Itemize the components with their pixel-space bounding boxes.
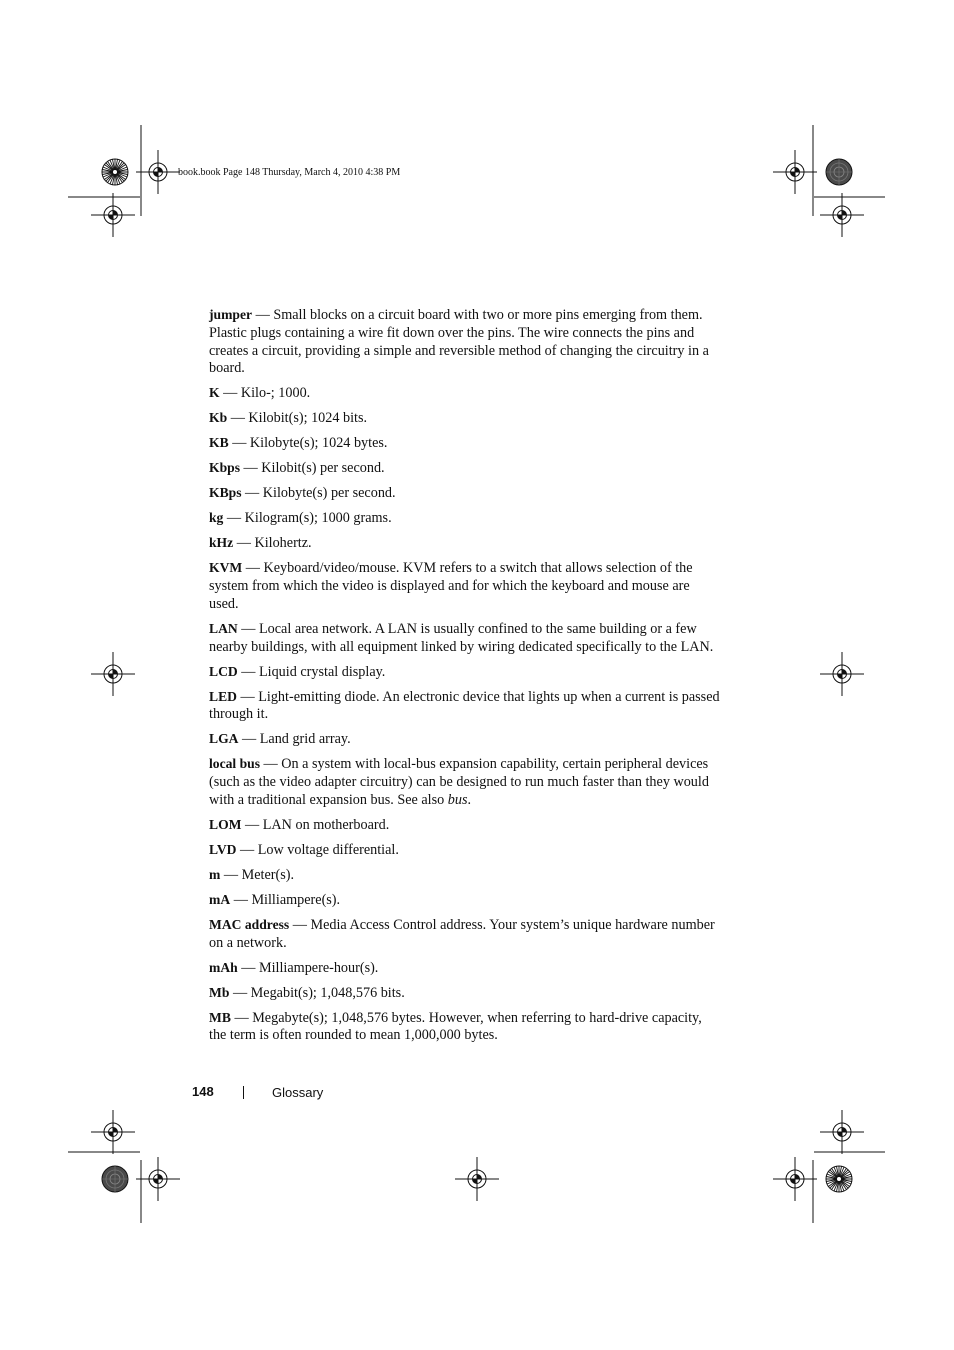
page-footer (0, 1083, 954, 1103)
glossary-definition: Kilo-; 1000. (240, 385, 311, 402)
glossary-term: jumper (209, 307, 253, 322)
em-dash-separator: — (252, 307, 274, 323)
glossary-term: MB (209, 1009, 231, 1025)
em-dash-separator: — (260, 756, 282, 773)
glossary-definition: Liquid crystal display. (258, 663, 386, 680)
glossary-term: KVM (209, 560, 243, 576)
em-dash-separator: — (223, 510, 245, 527)
glossary-term: KB (209, 435, 229, 451)
em-dash-separator: — (220, 866, 242, 883)
glossary-definition: Media Access Control address. Your system’s unique hardware number on a network. (209, 916, 715, 951)
glossary-entry (209, 866, 721, 885)
glossary-entry (209, 620, 721, 657)
glossary-term: mAh (209, 959, 238, 975)
glossary-definition: Light-emitting diode. An electronic device that lights up when a current is passed through it. (209, 688, 720, 723)
section-title: Glossary (272, 1085, 324, 1100)
glossary-term: kg (209, 510, 224, 526)
em-dash-separator: — (237, 959, 259, 976)
glossary-definition: Kilobyte(s) per second. (262, 485, 396, 502)
cross-reference: bus (447, 791, 468, 808)
glossary-entry (209, 730, 721, 749)
glossary-definition: Kilohertz. (254, 535, 312, 552)
glossary-term: K (209, 385, 220, 401)
glossary-entry (209, 306, 721, 378)
glossary-term: LOM (209, 816, 242, 832)
glossary-entry (209, 984, 721, 1003)
glossary-term: mA (209, 891, 231, 907)
glossary-term: Kbps (209, 460, 240, 476)
em-dash-separator: — (229, 984, 251, 1001)
glossary-definition: Keyboard/video/mouse. KVM refers to a switch that allows selection of the system from which the video is displayed and for which the keyboard and mouse are used. (209, 560, 693, 612)
glossary-entry (209, 959, 721, 978)
em-dash-separator: — (236, 688, 259, 705)
glossary-entry (209, 688, 721, 725)
glossary-entry (209, 534, 721, 553)
glossary-entry (209, 509, 721, 528)
page-number: 148 (192, 1084, 214, 1099)
glossary-definition: Land grid array. (259, 731, 351, 748)
footer-divider (243, 1086, 244, 1099)
glossary-definition: LAN on motherboard. (262, 816, 390, 833)
glossary-entry (209, 459, 721, 478)
glossary-definition: Kilobit(s); 1024 bits. (248, 410, 368, 427)
glossary-term: LAN (209, 620, 238, 636)
glossary-definition: Local area network. A LAN is usually confined to the same building or a few nearby buildings, with all equipment linked by wiring dedicated specifically to the LAN. (209, 620, 714, 655)
em-dash-separator: — (241, 485, 263, 502)
glossary-entry (209, 409, 721, 428)
glossary-term: KBps (209, 485, 242, 501)
glossary-definition: Small blocks on a circuit board with two or more pins emerging from them. Plastic plugs containing a wire fit down over the pins. The wire connects the pins and creates a circuit, providing a simple and reversible method of changing the circuitry in a board. (209, 307, 709, 377)
em-dash-separator: — (219, 385, 241, 402)
glossary-entry (209, 434, 721, 453)
glossary-definition: Milliampere(s). (251, 891, 341, 908)
glossary-term: Kb (209, 410, 228, 426)
glossary-entry (209, 891, 721, 910)
glossary-term: LGA (209, 731, 239, 747)
em-dash-separator: — (237, 663, 259, 680)
glossary-definition: On a system with local-bus expansion capability, certain peripheral devices (such as the video adapter circuitry) can be designed to run much faster than they would with a traditional expansion bus. See also (209, 756, 709, 808)
glossary-term: Mb (209, 984, 230, 1000)
glossary-term: LED (209, 688, 237, 704)
glossary-entry (209, 755, 721, 809)
glossary-entry (209, 559, 721, 613)
glossary-definition: Low voltage differential. (257, 841, 399, 858)
em-dash-separator: — (233, 535, 255, 552)
glossary-definition: Kilogram(s); 1000 grams. (244, 510, 392, 527)
glossary-definition: Megabit(s); 1,048,576 bits. (250, 984, 405, 1001)
glossary-entry (209, 841, 721, 860)
definition-tail: . (467, 791, 472, 808)
em-dash-separator: — (238, 731, 260, 748)
glossary-definition: Kilobit(s) per second. (261, 460, 385, 477)
em-dash-separator: — (242, 560, 264, 577)
glossary-entry (209, 816, 721, 835)
em-dash-separator: — (237, 620, 259, 637)
em-dash-separator: — (241, 816, 263, 833)
em-dash-separator: — (236, 841, 258, 858)
glossary-definition: Milliampere-hour(s). (258, 959, 379, 976)
glossary-definition: Kilobyte(s); 1024 bytes. (249, 435, 388, 452)
em-dash-separator: — (230, 891, 252, 908)
em-dash-separator: — (228, 435, 250, 452)
em-dash-separator: — (227, 410, 249, 427)
glossary-term: local bus (209, 756, 260, 772)
glossary-entry (209, 916, 721, 953)
glossary-list (209, 306, 721, 1051)
glossary-term: m (209, 866, 221, 882)
em-dash-separator: — (239, 460, 262, 477)
glossary-entry (209, 384, 721, 403)
glossary-entry (209, 484, 721, 503)
glossary-definition: Meter(s). (241, 866, 295, 883)
em-dash-separator: — (230, 1009, 253, 1026)
print-slug: book.book Page 148 Thursday, March 4, 2010 4:38 PM (178, 167, 401, 178)
em-dash-separator: — (289, 916, 311, 933)
glossary-definition: Megabyte(s); 1,048,576 bytes. However, when referring to hard-drive capacity, the term is often rounded to mean 1,000,000 bytes. (209, 1009, 702, 1044)
glossary-term: MAC address (209, 916, 290, 932)
glossary-entry (209, 663, 721, 682)
glossary-term: LVD (209, 841, 237, 857)
glossary-term: LCD (209, 663, 238, 679)
glossary-term: kHz (209, 535, 234, 551)
glossary-entry (209, 1009, 721, 1046)
